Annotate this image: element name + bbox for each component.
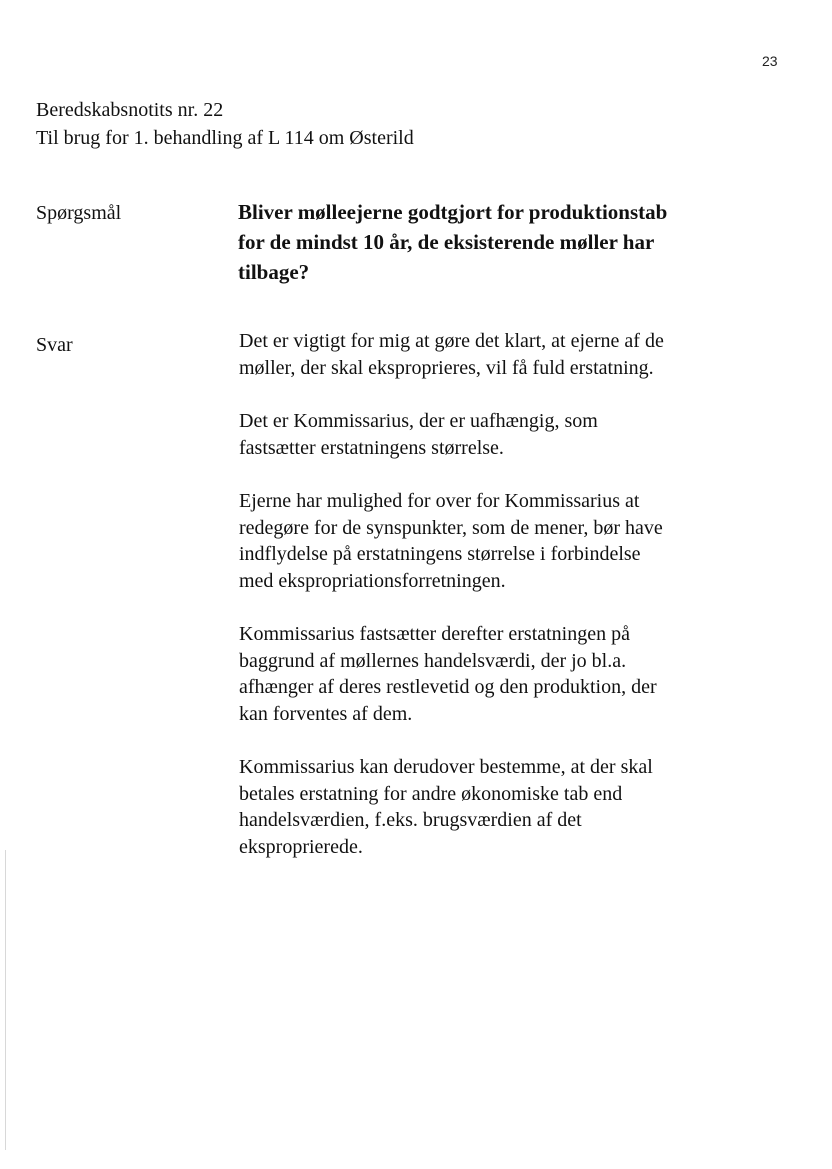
answer-paragraph	[239, 408, 719, 461]
answer-line: møller, der skal eksproprieres, vil få fuld erstatning.	[239, 356, 654, 379]
scan-margin-line	[5, 850, 6, 1150]
answer-paragraph	[239, 488, 719, 594]
answer-paragraph	[239, 328, 719, 381]
answer-line: indflydelse på erstatningens størrelse i forbindelse	[239, 543, 641, 565]
answer-line: Ejerne har mulighed for over for Kommissarius at	[239, 490, 640, 512]
header-notice-number: Beredskabsnotits nr. 22	[36, 99, 224, 121]
question-line: tilbage?	[238, 260, 310, 284]
question-line: Bliver mølleejerne godtgjort for produktionstab	[238, 200, 668, 224]
question-text	[238, 197, 708, 287]
document-header	[36, 96, 414, 152]
header-purpose: Til brug for 1. behandling af L 114 om Østerild	[36, 127, 414, 149]
answer-paragraph	[239, 621, 719, 727]
question-line: for de mindst 10 år, de eksisterende møller har	[238, 230, 655, 254]
answer-line: baggrund af møllernes handelsværdi, der jo bl.a.	[239, 649, 627, 672]
answer-line: Det er vigtigt for mig at gøre det klart, at ejerne af de	[239, 330, 664, 352]
answer-line: afhænger af deres restlevetid og den produktion, der	[239, 676, 657, 698]
answer-line: fastsætter erstatningens størrelse.	[239, 436, 504, 459]
answer-line: kan forventes af dem.	[239, 702, 413, 725]
answer-line: redegøre for de synspunkter, som de mener, bør have	[239, 516, 663, 539]
answer-line: Det er Kommissarius, der er uafhængig, som	[239, 410, 598, 432]
answer-line: eksproprierede.	[239, 835, 363, 858]
answer-text	[239, 328, 719, 887]
question-label: Spørgsmål	[36, 202, 122, 224]
answer-line: med ekspropriationsforretningen.	[239, 569, 506, 592]
answer-line: handelsværdien, f.eks. brugsværdien af det	[239, 809, 582, 831]
answer-line: betales erstatning for andre økonomiske tab end	[239, 782, 623, 805]
answer-label: Svar	[36, 334, 73, 356]
answer-line: Kommissarius kan derudover bestemme, at der skal	[239, 756, 653, 778]
answer-paragraph	[239, 754, 719, 860]
answer-line: Kommissarius fastsætter derefter erstatningen på	[239, 623, 630, 645]
page-number: 23	[762, 53, 778, 69]
